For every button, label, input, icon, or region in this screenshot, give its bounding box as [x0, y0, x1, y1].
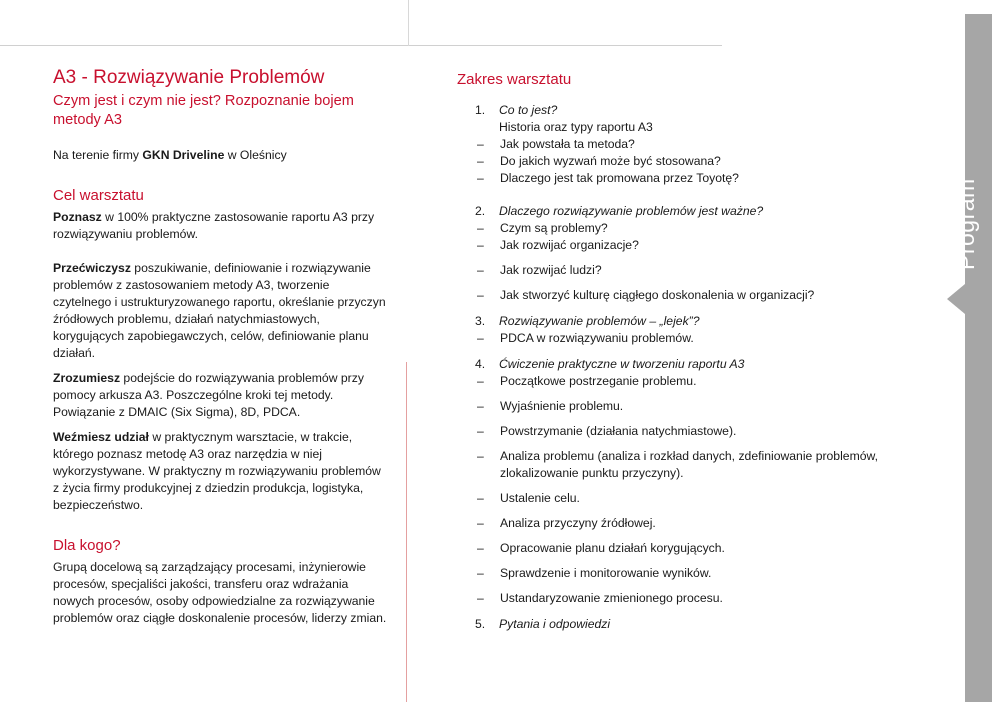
scope-item-5: 5. Pytania i odpowiedzi: [475, 617, 611, 631]
page-title: A3 - Rozwiązywanie Problemów: [53, 67, 325, 88]
left-column: [53, 66, 388, 627]
scope-item-2: 2. Dlaczego rozwiązywanie problemów jest ważne?: [475, 204, 764, 218]
list-item: – Analiza przyczyny źródłowej.: [477, 516, 656, 530]
goal-paragraph: Zrozumiesz podejście do rozwiązywania problemów przy pomocy arkusza A3. Poszczególne kroki tej metody. Powiązanie z DMAIC (Six Sigma), 8D, PDCA.: [53, 371, 364, 419]
list-item: – Jak powstała ta metoda?: [477, 137, 635, 151]
goal-heading: Cel warsztatu: [53, 187, 144, 204]
scope-item-1: 1. Co to jest? Historia oraz typy raportu A3: [457, 102, 947, 136]
page-subtitle: Czym jest i czym nie jest? Rozpoznanie bojem metody A3: [53, 93, 354, 128]
top-divider: [0, 45, 722, 46]
side-tab-label: Program: [953, 178, 979, 270]
goal-paragraph: Poznasz w 100% praktyczne zastosowanie raportu A3 przy rozwiązywaniu problemów.: [53, 210, 375, 241]
list-item: – Czym są problemy?: [477, 221, 608, 235]
list-item: – Dlaczego jest tak promowana przez Toyotę?: [477, 171, 739, 185]
goal-paragraph: Weźmiesz udział w praktycznym warsztacie, w trakcie, którego poznasz metodę A3 oraz narzędzia w niej wykorzystywane. W praktyczny m rozwiązywaniu problemów z życia firmy produkcyjnej z dziedzin produkcja, logistyka, bezpieczeństwo.: [53, 430, 381, 512]
list-item: – PDCA w rozwiązywaniu problemów.: [477, 331, 694, 345]
list-item: – Ustalenie celu.: [477, 491, 580, 505]
list-item: – Jak rozwijać ludzi?: [477, 263, 602, 277]
list-item: – Analiza problemu (analiza i rozkład danych, zdefiniowanie problemów, zlokalizowanie punktu przyczyny).: [477, 449, 879, 480]
scope-item-4: 4. Ćwiczenie praktyczne w tworzeniu raportu A3: [475, 357, 745, 371]
list-item: – Jak stworzyć kulturę ciągłego doskonalenia w organizacji?: [477, 288, 815, 302]
list-item: – Do jakich wyzwań może być stosowana?: [477, 154, 721, 168]
company-name: GKN Driveline: [142, 148, 225, 162]
scope-item-3: 3. Rozwiązywanie problemów – „lejek”?: [475, 314, 700, 328]
list-item: – Opracowanie planu działań korygujących.: [477, 541, 725, 555]
location-line: Na terenie firmy GKN Driveline w Oleśnicy: [53, 148, 287, 162]
list-item: – Wyjaśnienie problemu.: [477, 399, 624, 413]
column-divider-red: [406, 362, 407, 702]
audience-text: Grupą docelową są zarządzający procesami, inżynierowie procesów, specjaliści jakości, transferu oraz wdrażania nowych procesów, osoby odpowiedzialne za rozwiązywanie problemów oraz ciągłe doskonalenie procesów, liderzy zmian.: [53, 560, 387, 625]
program-side-tab: [943, 14, 992, 702]
goal-paragraph: Przećwiczysz poszukiwanie, definiowanie i rozwiązywanie problemów z zastosowaniem metody A3, tworzenie czytelnego i ustrukturyzowanego raportu, określanie przyczyn źródłowych problemu, działań natychmiastowych, korygujących zapobiegawczych, celów, definiowanie planu działań.: [53, 261, 386, 360]
scope-heading: Zakres warsztatu: [457, 71, 572, 88]
list-item: – Sprawdzenie i monitorowanie wyników.: [477, 566, 712, 580]
column-divider-top: [408, 0, 409, 46]
audience-heading: Dla kogo?: [53, 537, 121, 554]
list-item: – Powstrzymanie (działania natychmiastowe).: [477, 424, 737, 438]
right-column: [457, 70, 947, 633]
list-item: – Początkowe postrzeganie problemu.: [477, 374, 697, 388]
scope-item-intro: Historia oraz typy raportu A3: [499, 120, 653, 134]
list-item: – Jak rozwijać organizacje?: [477, 238, 639, 252]
list-item: – Ustandaryzowanie zmienionego procesu.: [477, 591, 723, 605]
